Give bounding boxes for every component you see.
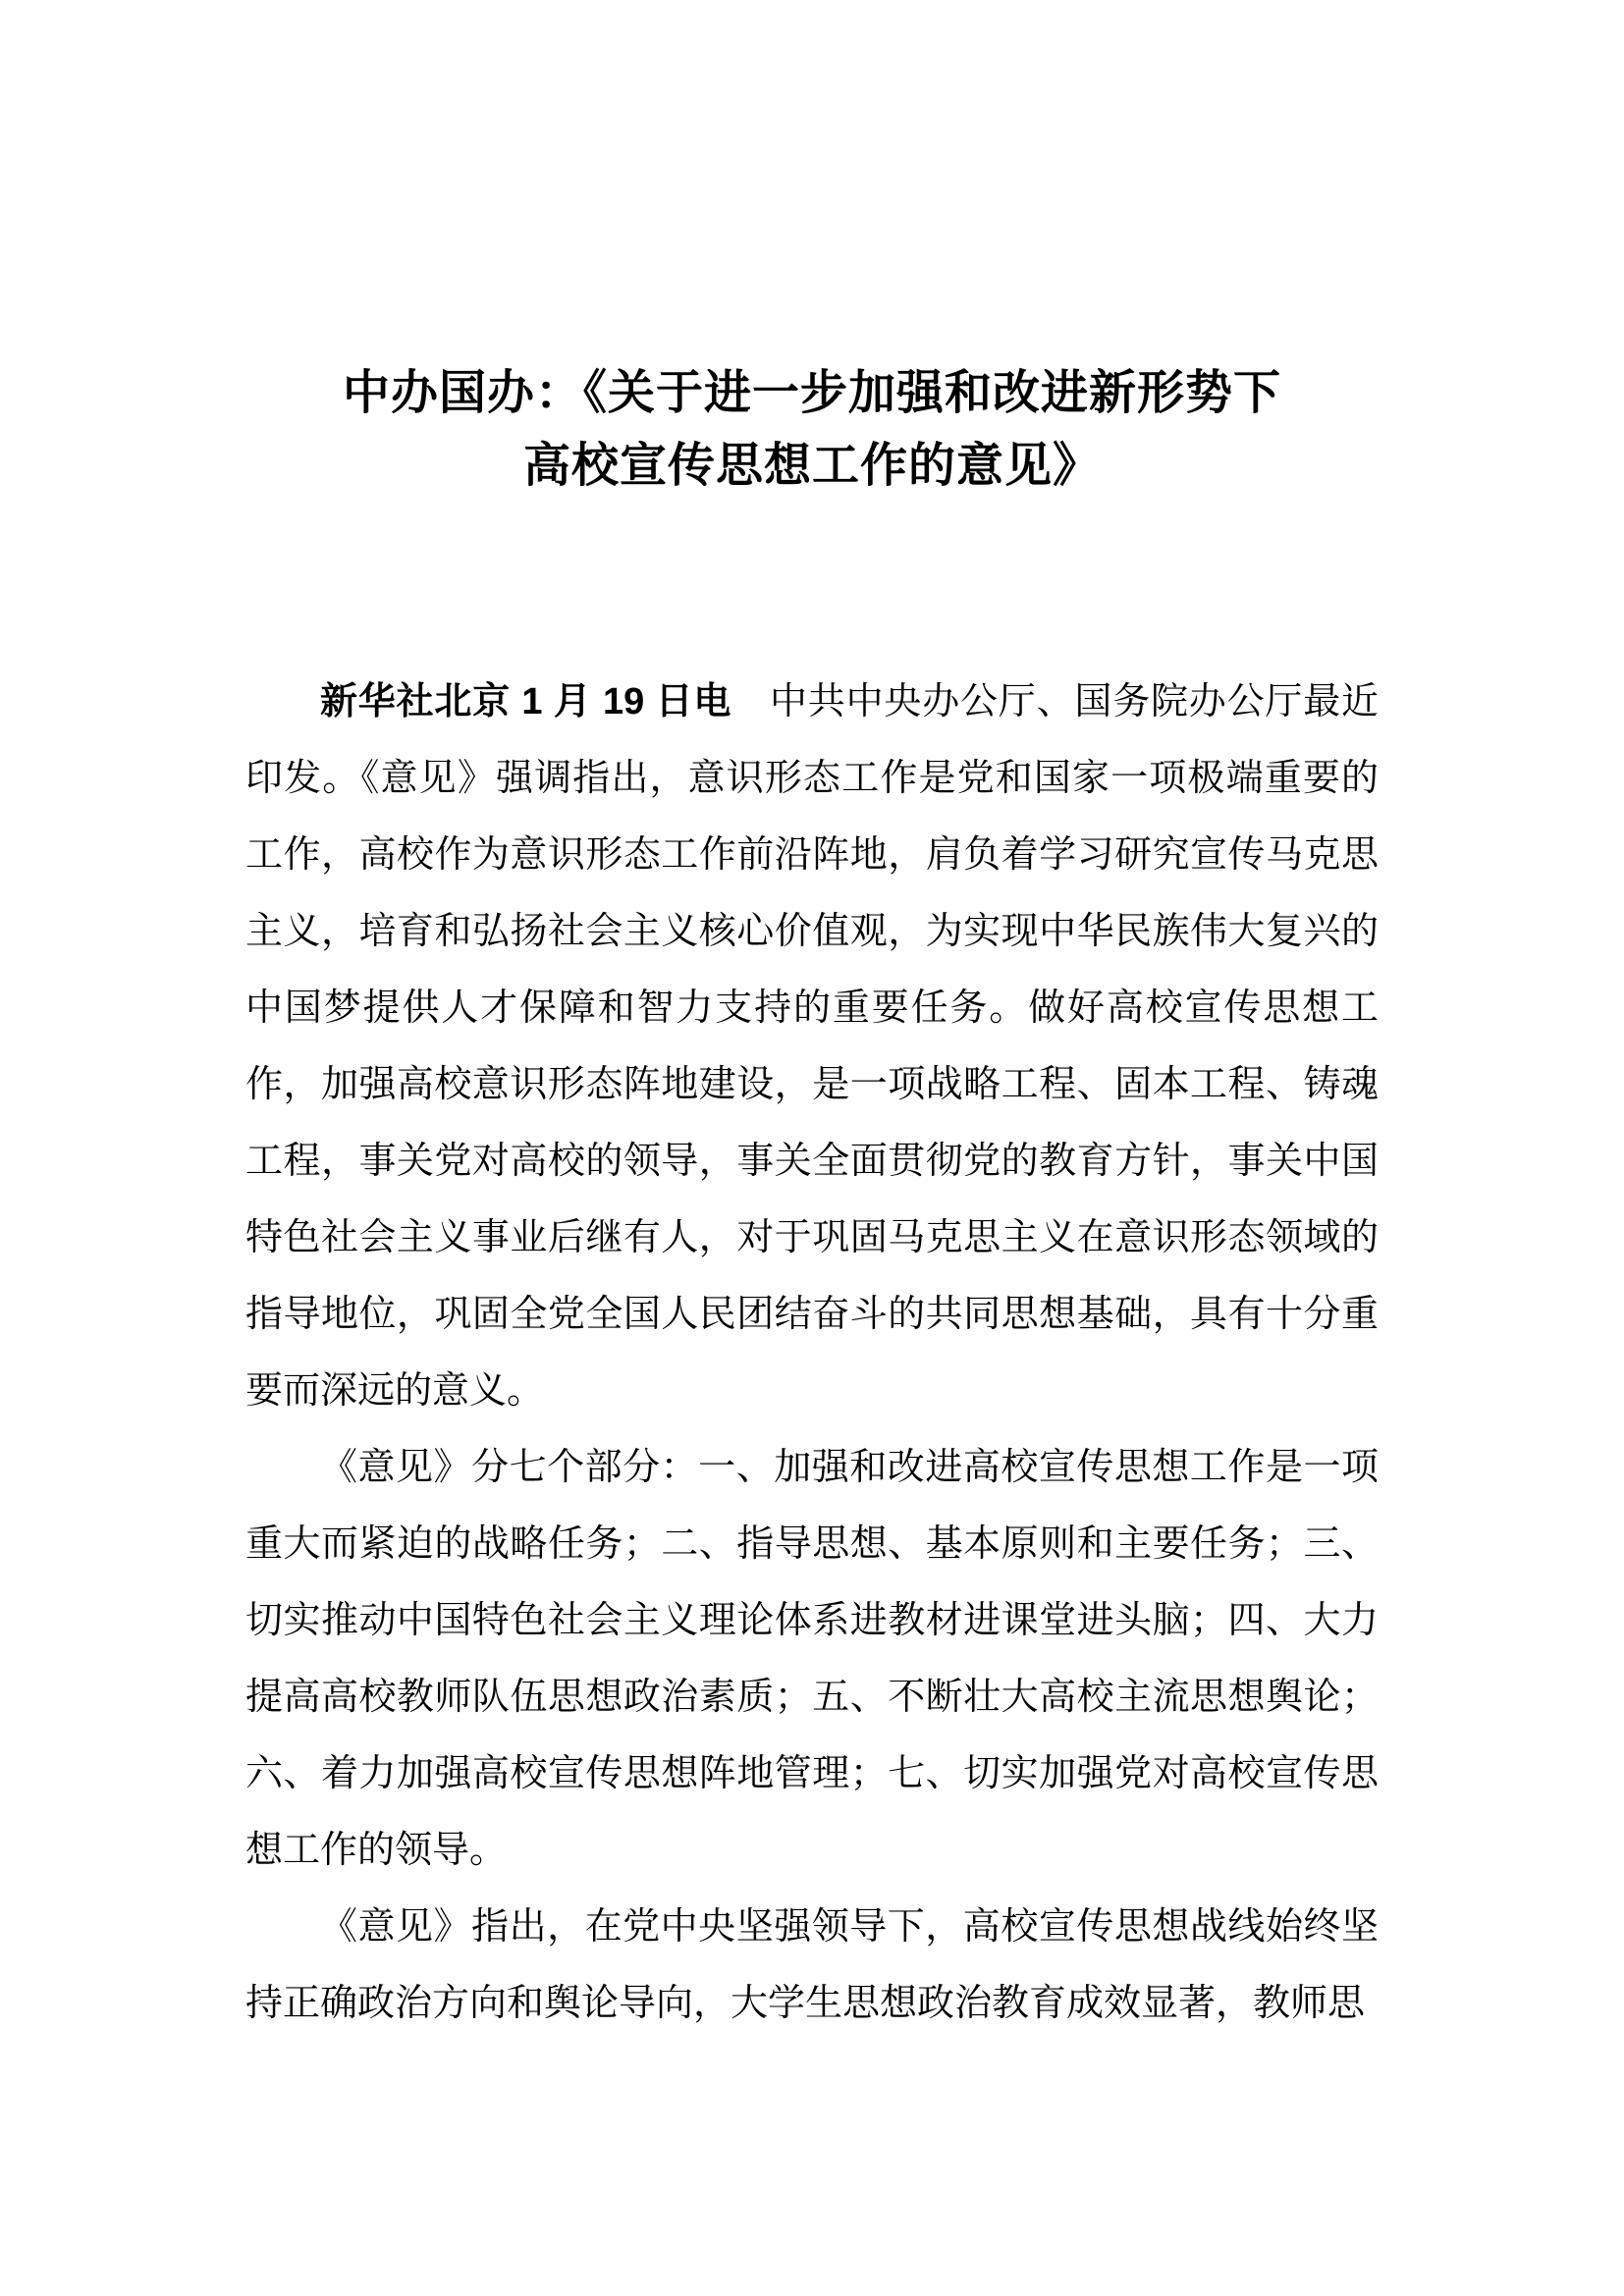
- paragraph-3-text: 《意见》指出，在党中央坚强领导下，高校宣传思想战线始终坚持正确政治方向和舆论导向，大学生思想政治教育成效显著，教师思: [245, 1906, 1379, 2024]
- document-body: [245, 664, 1379, 2042]
- document-title-line-1: 中办国办：《关于进一步加强和改进新形势下: [342, 367, 1281, 419]
- document-content: [245, 357, 1379, 2042]
- paragraph-1-dateline: 新华社北京 1 月 19 日电: [320, 681, 732, 722]
- paragraph-3: [245, 1889, 1379, 2042]
- paragraph-2: [245, 1429, 1379, 1889]
- document-title: [245, 357, 1379, 503]
- paragraph-2-text: 《意见》分七个部分：一、加强和改进高校宣传思想工作是一项重大而紧迫的战略任务；二、指导思想、基本原则和主要任务；三、切实推动中国特色社会主义理论体系进教材进课堂进头脑；四、大力提高高校教师队伍思想政治素质；五、不断壮大高校主流思想舆论；六、着力加强高校宣传思想阵地管理；七、切实加强党对高校宣传思想工作的领导。: [245, 1447, 1379, 1871]
- paragraph-1: [245, 664, 1379, 1429]
- paragraph-1-text: 中共中央办公厅、国务院办公厅最近印发。《意见》强调指出，意识形态工作是党和国家一项极端重要的工作，高校作为意识形态工作前沿阵地，肩负着学习研究宣传马克思主义，培育和弘扬社会主义核心价值观，为实现中华民族伟大复兴的中国梦提供人才保障和智力支持的重要任务。做好高校宣传思想工作，加强高校意识形态阵地建设，是一项战略工程、固本工程、铸魂工程，事关党对高校的领导，事关全面贯彻党的教育方针，事关中国特色社会主义事业后继有人，对于巩固马克思主义在意识形态领域的指导地位，巩固全党全国人民团结奋斗的共同思想基础，具有十分重要而深远的意义。: [245, 681, 1379, 1412]
- document-title-line-2: 高校宣传思想工作的意见》: [522, 440, 1101, 492]
